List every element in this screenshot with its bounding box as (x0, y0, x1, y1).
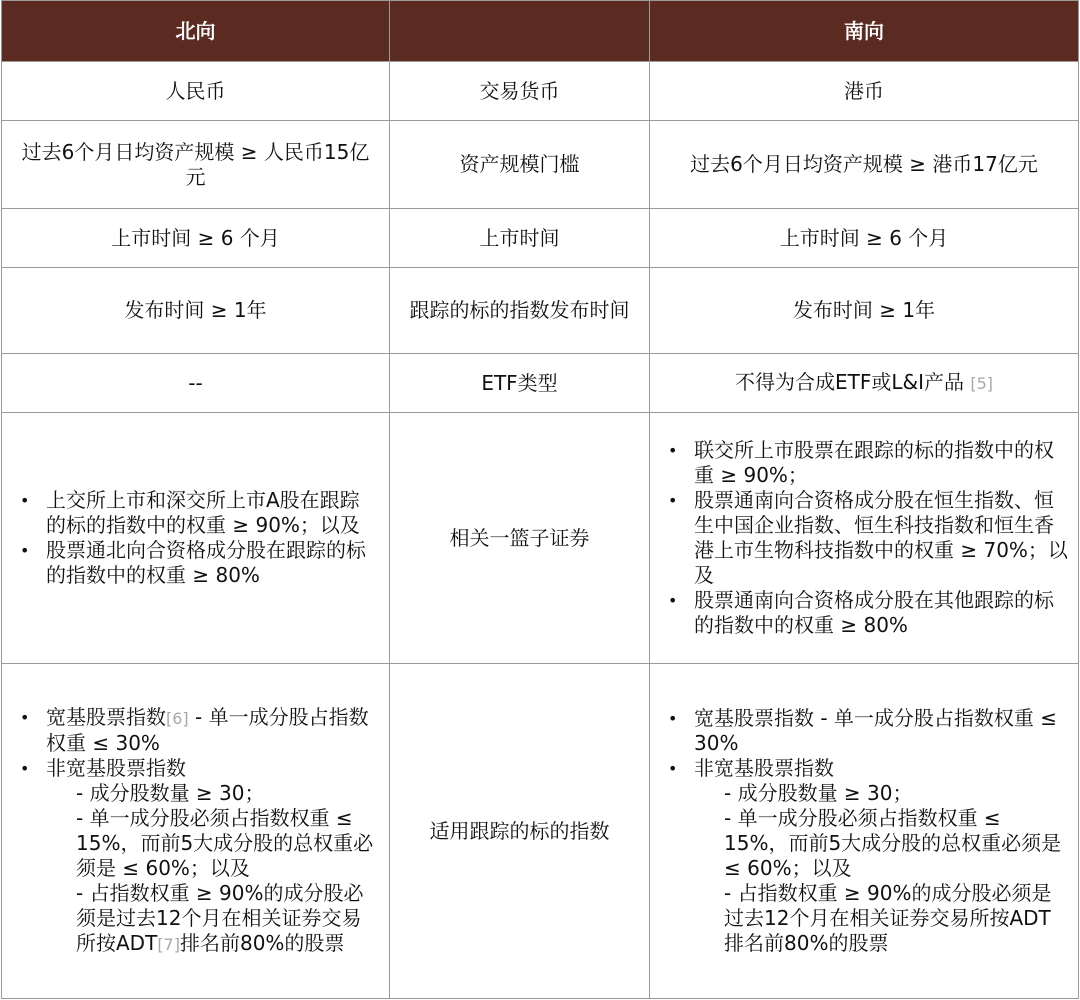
label-listing: 上市时间 (390, 209, 650, 268)
north-basket (2, 413, 390, 664)
south-currency: 港币 (650, 62, 1079, 121)
label-index-launch: 跟踪的标的指数发布时间 (390, 268, 650, 354)
list-item: • 上交所上市和深交所上市A股在跟踪的标的指数中的权重 ≥ 90%；以及 (16, 488, 379, 538)
north-aum: 过去6个月日均资产规模 ≥ 人民币15亿元 (2, 121, 390, 209)
south-aum: 过去6个月日均资产规模 ≥ 港币17亿元 (650, 121, 1079, 209)
header-row (2, 1, 1079, 62)
list-item: • 股票通南向合资格成分股在其他跟踪的标的指数中的权重 ≥ 80% (664, 588, 1068, 638)
table-row (2, 354, 1079, 413)
north-listing: 上市时间 ≥ 6 个月 (2, 209, 390, 268)
narrow-rule-weight: - 单一成分股必须占指数权重 ≤ 15%，而前5大成分股的总权重必须是 ≤ 60%；以及 (724, 806, 1062, 880)
list-item: • 联交所上市股票在跟踪的标的指数中的权重 ≥ 90%； (664, 438, 1068, 488)
narrow-rule-count: - 成分股数量 ≥ 30； (76, 781, 265, 805)
narrow-rule-adt-b: 排名前80%的股票 (179, 931, 345, 955)
narrow-rule-adt-a: - 占指数权重 ≥ 90%的成分股必须是过去12个月在相关证券交易所按ADT (76, 881, 364, 955)
footnote-ref-5[interactable]: [5] (970, 374, 994, 393)
list-item (16, 756, 379, 957)
narrow-rule-adt (46, 881, 379, 957)
header-south: 南向 (650, 1, 1079, 62)
south-index-rules (650, 664, 1079, 999)
narrow-rule-count: - 成分股数量 ≥ 30； (724, 781, 913, 805)
list-item: • 股票通南向合资格成分股在恒生指数、恒生中国企业指数、恒生科技指数和恒生香港上市生物科技指数中的权重 ≥ 70%；以及 (664, 488, 1068, 588)
header-north: 北向 (2, 1, 390, 62)
south-index-launch: 发布时间 ≥ 1年 (650, 268, 1079, 354)
north-etf-type: -- (2, 354, 390, 413)
list-item (16, 705, 379, 756)
label-basket: 相关一篮子证券 (390, 413, 650, 664)
footnote-ref-7[interactable]: [7] (157, 935, 180, 954)
table-row (2, 62, 1079, 121)
narrow-rule-adt: - 占指数权重 ≥ 90%的成分股必须是过去12个月在相关证券交易所按ADT排名前80%的股票 (724, 881, 1052, 955)
narrow-index-label: 非宽基股票指数 (694, 756, 834, 780)
broad-index-label: 宽基股票指数 (46, 705, 166, 729)
table-row (2, 121, 1079, 209)
label-currency: 交易货币 (390, 62, 650, 121)
north-currency: 人民币 (2, 62, 390, 121)
list-item: • 宽基股票指数 - 单一成分股占指数权重 ≤ 30% (664, 706, 1068, 756)
narrow-index-label: 非宽基股票指数 (46, 756, 186, 780)
north-index-rules (2, 664, 390, 999)
south-basket (650, 413, 1079, 664)
table-row (2, 664, 1079, 999)
table-row (2, 413, 1079, 664)
label-index-rules: 适用跟踪的标的指数 (390, 664, 650, 999)
south-etf-type-text: 不得为合成ETF或L&I产品 (734, 370, 964, 394)
footnote-ref-6[interactable]: [6] (166, 709, 189, 728)
list-item (664, 756, 1068, 956)
list-item: • 股票通北向合资格成分股在跟踪的标的指数中的权重 ≥ 80% (16, 538, 379, 588)
table-row (2, 209, 1079, 268)
table-row (2, 268, 1079, 354)
north-index-launch: 发布时间 ≥ 1年 (2, 268, 390, 354)
label-aum: 资产规模门槛 (390, 121, 650, 209)
header-middle (390, 1, 650, 62)
south-listing: 上市时间 ≥ 6 个月 (650, 209, 1079, 268)
south-etf-type (650, 354, 1079, 413)
narrow-rule-weight: - 单一成分股必须占指数权重 ≤ 15%，而前5大成分股的总权重必须是 ≤ 60%；以及 (76, 806, 374, 880)
label-etf-type: ETF类型 (390, 354, 650, 413)
comparison-table (1, 0, 1079, 999)
broad-index-rule: - 单一成分股占指数权重 ≤ 30% (46, 705, 369, 755)
